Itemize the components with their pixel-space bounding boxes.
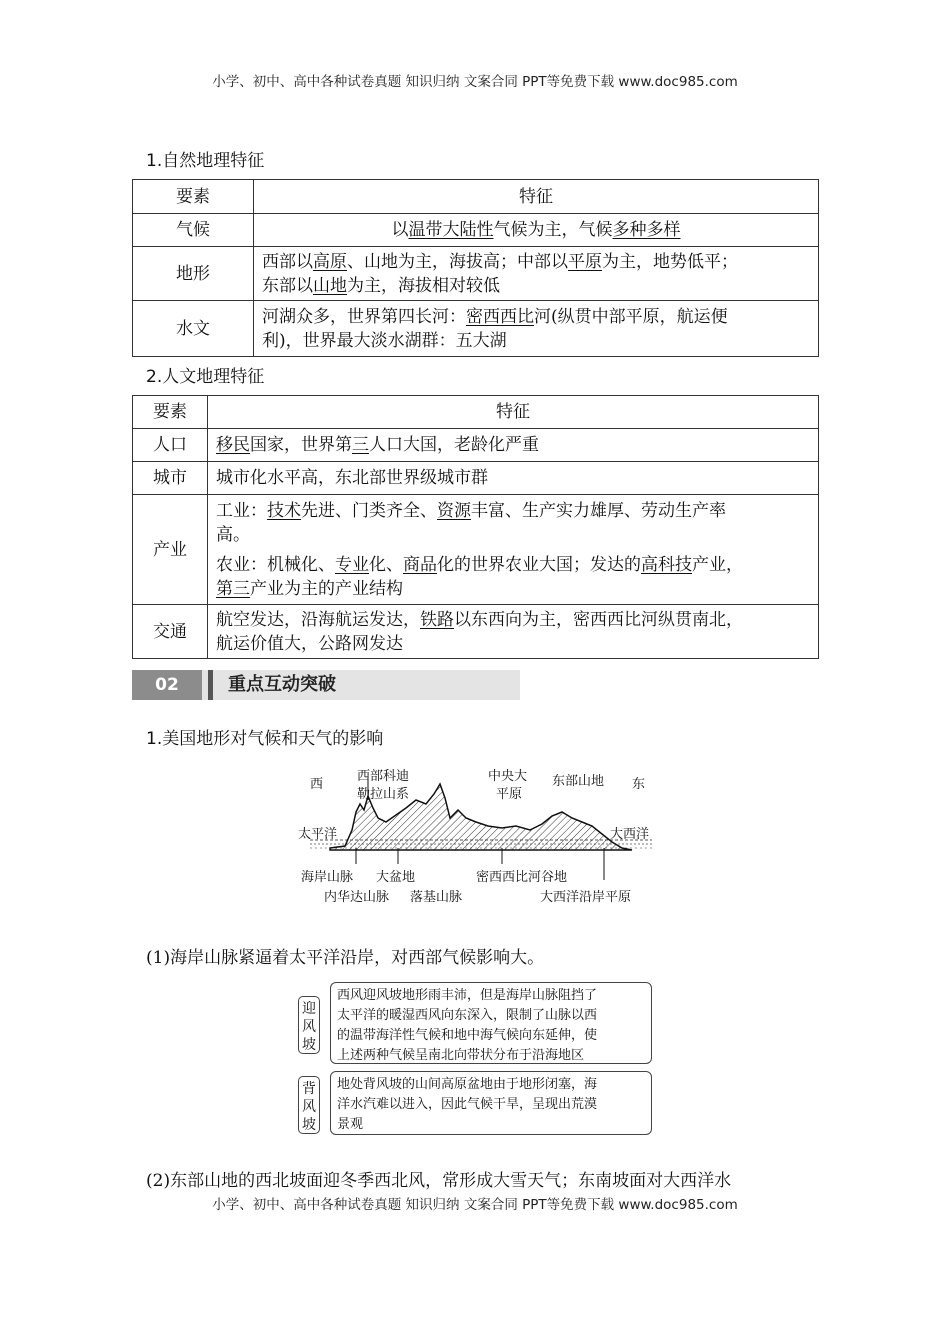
table-row [133,301,819,357]
row-label: 气候 [133,214,254,247]
page-header: 小学、初中、高中各种试卷真题 知识归纳 文案合同 PPT等免费下载 www.doc985.com [212,74,738,90]
table-row [133,605,819,659]
row-label: 人口 [133,429,208,462]
row-content: 河湖众多，世界第四长河：密西西比河(纵贯中部平原，航运便 利)，世界最大淡水湖群：五大湖 [254,301,819,357]
label-mississippi-valley: 密西西比河谷地 [476,870,568,885]
header-cell: 特征 [208,396,819,429]
row-content: 以温带大陆性气候为主，气候多种多样 [254,214,819,247]
header-cell: 特征 [254,180,819,214]
label-central-plain-1: 中央大 [488,769,528,784]
windward-box: 西风迎风坡地形雨丰沛，但是海岸山脉阻挡了 太平洋的暖湿西风向东深入，限制了山脉以西 的温带海洋性气候和地中海气候向东延伸，使 上述两种气候呈南北向带状分布于沿海地区 [330,982,652,1064]
row-label: 水文 [133,301,254,357]
part-title: 重点互动突破 [228,674,336,695]
label-rocky-system-2: 勒拉山系 [357,787,410,802]
row-label: 地形 [133,247,254,301]
label-coast-range: 海岸山脉 [301,870,354,885]
label-rocky-system-1: 西部科迪 [357,769,410,784]
natural-geo-table [132,179,819,357]
row-label: 交通 [133,605,208,659]
section-title-natural: 1.自然地理特征 [146,151,265,171]
row-label: 城市 [133,462,208,495]
label-central-plain-2: 平原 [496,787,523,802]
table-row [133,180,819,214]
leeward-label: 背风坡 [298,1076,320,1134]
label-great-basin: 大盆地 [376,870,416,885]
leeward-box: 地处背风坡的山间高原盆地由于地形闭塞，海 洋水汽难以进入，因此气候干旱，呈现出荒漠 景观 [330,1071,652,1135]
human-geo-table [132,395,819,659]
header-cell: 要素 [133,396,208,429]
part-badge [132,670,520,700]
row-content: 航空发达，沿海航运发达，铁路以东西向为主，密西西比河纵贯南北， 航运价值大，公路网发达 [208,605,819,659]
table-row [133,396,819,429]
label-atlantic-coastal-plain: 大西洋沿岸平原 [540,890,632,905]
paragraph-2: (2)东部山地的西北坡面迎冬季西北风，常形成大雪天气；东南坡面对大西洋水 [146,1171,732,1191]
label-east: 东 [632,777,646,792]
section-title-terrain: 1.美国地形对气候和天气的影响 [146,729,384,749]
windward-label: 迎风坡 [298,996,320,1054]
paragraph-1: (1)海岸山脉紧逼着太平洋沿岸，对西部气候影响大。 [146,948,545,968]
row-content: 城市化水平高，东北部世界级城市群 [208,462,819,495]
page-footer: 小学、初中、高中各种试卷真题 知识归纳 文案合同 PPT等免费下载 www.doc985.com [212,1197,738,1213]
table-row [133,462,819,495]
section-title-human: 2.人文地理特征 [146,367,265,387]
row-content: 移民国家，世界第三人口大国，老龄化严重 [208,429,819,462]
part-separator [208,670,213,700]
label-pacific: 太平洋 [298,827,338,842]
table-row [133,247,819,301]
table-row [133,214,819,247]
label-sierra-nevada: 内华达山脉 [324,890,390,905]
table-row [133,429,819,462]
header-cell: 要素 [133,180,254,214]
label-eastern-mountains: 东部山地 [552,774,605,789]
table-row [133,495,819,605]
row-label: 产业 [133,495,208,605]
row-content: 工业：技术先进、门类齐全、资源丰富、生产实力雄厚、劳动生产率 高。 农业：机械化、专业化、商品化的世界农业大国；发达的高科技产业， 第三产业为主的产业结构 [208,495,819,605]
part-number: 02 [132,670,202,700]
label-atlantic: 大西洋 [610,827,650,842]
row-content: 西部以高原、山地为主，海拔高；中部以平原为主，地势低平； 东部以山地为主，海拔相对较低 [254,247,819,301]
label-rocky-mountains: 落基山脉 [410,890,463,905]
label-west: 西 [310,777,324,792]
